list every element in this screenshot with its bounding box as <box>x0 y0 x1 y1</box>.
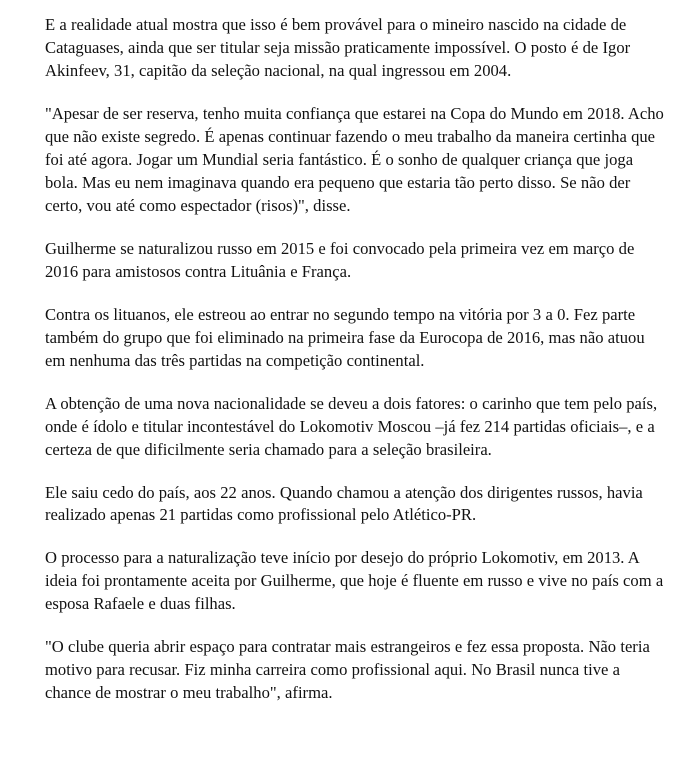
paragraph: Ele saiu cedo do país, aos 22 anos. Quando chamou a atenção dos dirigentes russos, havia realizado apenas 21 partidas como profissional pelo Atlético-PR. <box>45 482 643 525</box>
paragraph: Contra os lituanos, ele estreou ao entrar no segundo tempo na vitória por 3 a 0. Fez parte também do grupo que foi eliminado na primeira fase da Eurocopa de 2016, mas não atuou em nenhuma das três partidas na competição continental. <box>45 304 645 370</box>
paragraph: O processo para a naturalização teve início por desejo do próprio Lokomotiv, em 2013. A ideia foi prontamente aceita por Guilherme, que hoje é fluente em russo e vive no país com a esposa Rafaele e duas filhas. <box>45 548 664 614</box>
paragraph: "O clube queria abrir espaço para contratar mais estrangeiros e fez essa proposta. Não teria motivo para recusar. Fiz minha carreira como profissional aqui. No Brasil nunca tive a chance de mostrar o meu trabalho", afirma. <box>45 637 650 703</box>
paragraph: A obtenção de uma nova nacionalidade se deveu a dois fatores: o carinho que tem pelo país, onde é ídolo e titular incontestável do Lokomotiv Moscou –já fez 214 partidas oficiais–, e a certeza de que dificilmente seria chamado para a seleção brasileira. <box>45 393 658 459</box>
article-body <box>45 14 664 705</box>
paragraph: E a realidade atual mostra que isso é bem provável para o mineiro nascido na cidade de Cataguases, ainda que ser titular seja missão praticamente impossível. O posto é de Igor Akinfeev, 31, capitão da seleção nacional, na qual ingressou em 2004. <box>45 15 631 80</box>
paragraph: "Apesar de ser reserva, tenho muita confiança que estarei na Copa do Mundo em 2018. Acho que não existe segredo. É apenas continuar fazendo o meu trabalho da maneira certinha que foi até agora. Jogar um Mundial seria fantástico. É o sonho de qualquer criança que joga bola. Mas eu nem imaginava quando era pequeno que estaria tão perto disso. Se não der certo, vou até como espectador (risos)", disse. <box>45 103 664 215</box>
paragraph: Guilherme se naturalizou russo em 2015 e foi convocado pela primeira vez em março de 2016 para amistosos contra Lituânia e França. <box>45 238 635 281</box>
